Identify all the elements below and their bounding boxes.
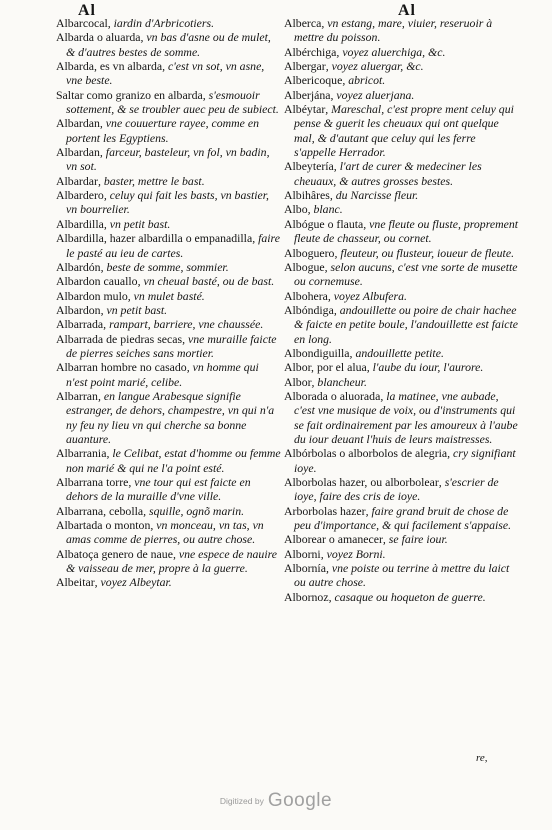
entry-definition: , squille, ognõ marin.	[143, 503, 245, 518]
entry-definition: , selon aucuns, c'est vne sorte de musette ou cornemuse.	[294, 259, 518, 289]
entry-definition: , rampart, barriere, vne chaussée.	[103, 317, 264, 332]
dictionary-entry	[56, 260, 282, 274]
entry-definition: , blanc.	[307, 202, 343, 217]
entry-definition: , c'est vn sot, vn asne, vne beste.	[66, 59, 265, 88]
entry-definition: , se faire iour.	[382, 532, 448, 547]
dictionary-entry	[284, 260, 520, 289]
dictionary-entry	[56, 188, 282, 217]
entry-headword: Albohera	[284, 288, 328, 303]
entry-headword: Albor	[284, 374, 312, 389]
entry-headword: Alborni	[284, 546, 321, 561]
dictionary-entry	[284, 102, 520, 159]
entry-headword: Albarran hombre no casado	[56, 360, 187, 375]
dictionary-entry	[56, 389, 282, 446]
catchword: re,	[476, 752, 488, 764]
dictionary-entry	[284, 59, 520, 73]
entry-definition: , abricot.	[342, 73, 386, 88]
entry-definition: , vne espece de nauire & vaisseau de mer, propre à la guerre.	[66, 546, 277, 576]
entry-headword: Albérchiga	[284, 44, 337, 59]
entry-definition: , l'art de curer & medeciner les cheuaux, & autres grosses bestes.	[294, 159, 482, 188]
entry-headword: Alberca	[284, 16, 322, 30]
dictionary-entry	[56, 518, 282, 547]
entry-headword: Albardon mulo	[56, 288, 128, 303]
entry-headword: Albarda o aluarda	[56, 30, 141, 45]
running-head-left: Al	[78, 2, 96, 19]
dictionary-entry	[284, 16, 520, 45]
dictionary-entry	[56, 231, 282, 260]
dictionary-entry	[56, 16, 282, 30]
entry-headword: Albardan	[56, 145, 100, 160]
entry-definition: , le Celibat, estat d'homme ou femme non marié & qui ne l'a point esté.	[66, 446, 281, 475]
dictionary-entry	[56, 332, 282, 361]
entry-headword: Albornía	[284, 561, 326, 576]
dictionary-entry	[284, 73, 520, 87]
dictionary-entry	[284, 159, 520, 188]
dictionary-entry	[56, 317, 282, 331]
entry-definition: , voyez aluerjana.	[330, 87, 415, 102]
entry-headword: Albogue	[284, 259, 325, 274]
entry-headword: Albatoça genero de naue	[56, 546, 173, 561]
entry-headword: Albarran	[56, 388, 98, 403]
entry-definition: , vn mulet basté.	[127, 288, 205, 303]
entry-headword: Albórbolas o alborbolos de alegria	[284, 446, 448, 461]
dictionary-entry	[56, 303, 282, 317]
entry-headword: Albornoz	[284, 589, 329, 604]
entry-definition: , vn homme qui n'est point marié, celibe.	[66, 360, 259, 389]
entry-headword: Albarda, es vn albarda	[56, 59, 163, 74]
dictionary-entry	[56, 30, 282, 59]
dictionary-entry	[284, 346, 520, 360]
dictionary-entry	[284, 202, 520, 216]
entry-definition: , blancheur.	[311, 374, 367, 389]
dictionary-entry	[284, 375, 520, 389]
entry-definition: , cry signifiant ioye.	[294, 446, 516, 475]
entry-headword: Albeytería	[284, 159, 334, 174]
dictionary-entry	[284, 590, 520, 604]
entry-definition: , vn cheual basté, ou de bast.	[137, 274, 275, 289]
entry-definition: , s'esmouoir sottement, & se troubler auec peu de subiect.	[66, 87, 279, 117]
entry-headword: Albondiguilla	[284, 345, 350, 360]
dictionary-entry	[284, 446, 520, 475]
entry-definition: , celuy qui fait les basts, vn bastier, vn bourrelier.	[66, 188, 269, 217]
entry-definition: , andouillette petite.	[349, 345, 444, 360]
entry-definition: , s'escrier de ioye, faire des cris de ioye.	[294, 475, 499, 504]
dictionary-entry	[284, 217, 520, 246]
entry-headword: Albardon cauallo	[56, 274, 138, 289]
entry-definition: , iardin d'Arbricotiers.	[107, 16, 215, 30]
entry-definition: , farceur, basteleur, vn fol, vn badin, vn sot.	[66, 145, 270, 174]
entry-definition: , vne tour qui est faicte en dehors de la muraille d'vne ville.	[66, 475, 251, 504]
dictionary-entry	[56, 274, 282, 288]
entry-headword: Albarrada de piedras secas	[56, 331, 183, 346]
entry-definition: , fleuteur, ou flusteur, ioueur de fleute.	[334, 245, 515, 260]
entry-headword: Albardero	[56, 188, 104, 203]
entry-definition: , voyez Borni.	[320, 546, 386, 561]
dictionary-column-left	[56, 16, 282, 590]
entry-headword: Albarrada	[56, 317, 104, 332]
dictionary-entry	[56, 475, 282, 504]
entry-definition: , casaque ou hoqueton de guerre.	[328, 589, 486, 604]
entry-definition: , vn estang, mare, viuier, reseruoir à mettre du poisson.	[294, 16, 493, 45]
digitized-by-label: Digitized by	[219, 796, 264, 806]
entry-headword: Alborada o aluorada	[284, 388, 381, 403]
dictionary-entry	[56, 504, 282, 518]
dictionary-entry	[56, 174, 282, 188]
entry-headword: Albarrania	[56, 446, 107, 461]
dictionary-entry	[56, 446, 282, 475]
dictionary-entry	[56, 289, 282, 303]
entry-headword: Albarrana, cebolla	[56, 503, 144, 518]
entry-definition: , vn bas d'asne ou de mulet, & d'autres bestes de somme.	[66, 30, 271, 59]
dictionary-entry	[284, 504, 520, 533]
entry-headword: Albógue o flauta	[284, 216, 364, 231]
dictionary-entry	[284, 289, 520, 303]
entry-definition: , du Narcisse fleur.	[329, 188, 419, 203]
dictionary-entry	[56, 547, 282, 576]
entry-headword: Alborbolas hazer, ou alborbolear	[284, 475, 439, 489]
entry-headword: Albardón	[56, 259, 101, 274]
running-head-right: Al	[398, 2, 416, 19]
entry-definition: , vn petit bast.	[100, 302, 168, 317]
entry-definition: , voyez aluergar, &c.	[325, 59, 424, 74]
entry-definition: , baster, mettre le bast.	[97, 173, 205, 188]
dictionary-entry	[56, 217, 282, 231]
entry-headword: Albihâres	[284, 188, 330, 203]
dictionary-entry	[284, 561, 520, 590]
entry-headword: Albeitar	[56, 575, 95, 590]
dictionary-entry	[284, 360, 520, 374]
entry-headword: Albardar	[56, 173, 98, 188]
entry-headword: Albardilla	[56, 216, 104, 231]
dictionary-entry	[284, 475, 520, 504]
dictionary-entry	[56, 575, 282, 589]
entry-headword: Albardilla, hazer albardilla o empanadilla	[56, 231, 253, 246]
dictionary-entry	[56, 360, 282, 389]
dictionary-entry	[284, 188, 520, 202]
dictionary-entry	[56, 116, 282, 145]
dictionary-entry	[56, 145, 282, 174]
entry-definition: , vne poiste ou terrine à mettre du laict ou autre chose.	[294, 561, 510, 590]
entry-headword: Albartada o monton	[56, 518, 151, 533]
dictionary-column-right	[284, 16, 520, 604]
entry-headword: Albéytar	[284, 102, 326, 117]
entry-definition: , la matinee, vne aubade, c'est vne musique de voix, ou d'instruments qui se fait ordinairement par les amoureux à l'aube du iour deuant l'huis de leurs maistresses.	[294, 388, 518, 446]
dictionary-entry	[284, 45, 520, 59]
google-wordmark: Google	[267, 790, 333, 811]
entry-definition: , en langue Arabesque signifie estranger, de dehors, champestre, vn qui n'a ny feu ny lieu vn qui cherche sa bonne auanture.	[66, 388, 275, 446]
entry-definition: , beste de somme, sommier.	[100, 259, 229, 274]
dictionary-entry	[284, 389, 520, 446]
entry-headword: Saltar como granizo en albarda	[56, 87, 203, 102]
entry-definition: , vne couuerture rayee, comme en portent les Egyptiens.	[66, 116, 259, 145]
entry-definition: , voyez aluerchiga, &c.	[336, 44, 446, 59]
dictionary-entry	[284, 547, 520, 561]
dictionary-entry	[56, 88, 282, 117]
entry-definition: , l'aube du iour, l'aurore.	[366, 360, 484, 375]
entry-headword: Alborear o amanecer	[284, 532, 383, 547]
dictionary-entry	[56, 59, 282, 88]
dictionary-entry	[284, 532, 520, 546]
entry-headword: Albo	[284, 202, 308, 217]
entry-headword: Albardon	[56, 302, 101, 317]
dictionary-entry	[284, 303, 520, 346]
entry-definition: , andouillette ou poire de chair hachee & faicte en petite boule, l'andouillette est faicte en long.	[294, 302, 518, 346]
dictionary-entry	[284, 246, 520, 260]
entry-definition: , vne muraille faicte de pierres seiches sans mortier.	[66, 331, 277, 360]
entry-headword: Albergar	[284, 59, 326, 74]
entry-headword: Albóndiga	[284, 302, 334, 317]
entry-definition: , vn petit bast.	[103, 216, 171, 231]
entry-definition: , faire grand bruit de chose de peu d'importance, & qui facilement s'appaise.	[294, 503, 512, 533]
entry-headword: Arborbolas hazer	[284, 503, 366, 518]
entry-headword: Albardan	[56, 116, 100, 131]
entry-headword: Albor, por el alua	[284, 360, 367, 375]
digitized-by-google-mark	[0, 790, 552, 812]
entry-definition: , faire le pasté au ieu de cartes.	[66, 231, 280, 260]
entry-definition: , vn monceau, vn tas, vn amas comme de pierres, ou autre chose.	[66, 518, 264, 547]
entry-headword: Alberjána	[284, 87, 331, 102]
dictionary-entry	[284, 88, 520, 102]
entry-definition: , voyez Albufera.	[327, 288, 407, 303]
entry-definition: , vne fleute ou fluste, proprement fleute de chasseur, ou cornet.	[294, 216, 519, 246]
entry-definition: , Mareschal, c'est propre ment celuy qui pense & guerit les cheuaux qui ont quelque mal, & d'autant que celuy qui les ferre s'appelle Herrador.	[294, 102, 514, 160]
entry-headword: Albarcocal	[56, 16, 108, 30]
entry-headword: Alboguero	[284, 245, 335, 260]
entry-definition: , voyez Albeytar.	[94, 575, 172, 590]
entry-headword: Albericoque	[284, 73, 343, 88]
entry-headword: Albarrana torre	[56, 475, 129, 489]
